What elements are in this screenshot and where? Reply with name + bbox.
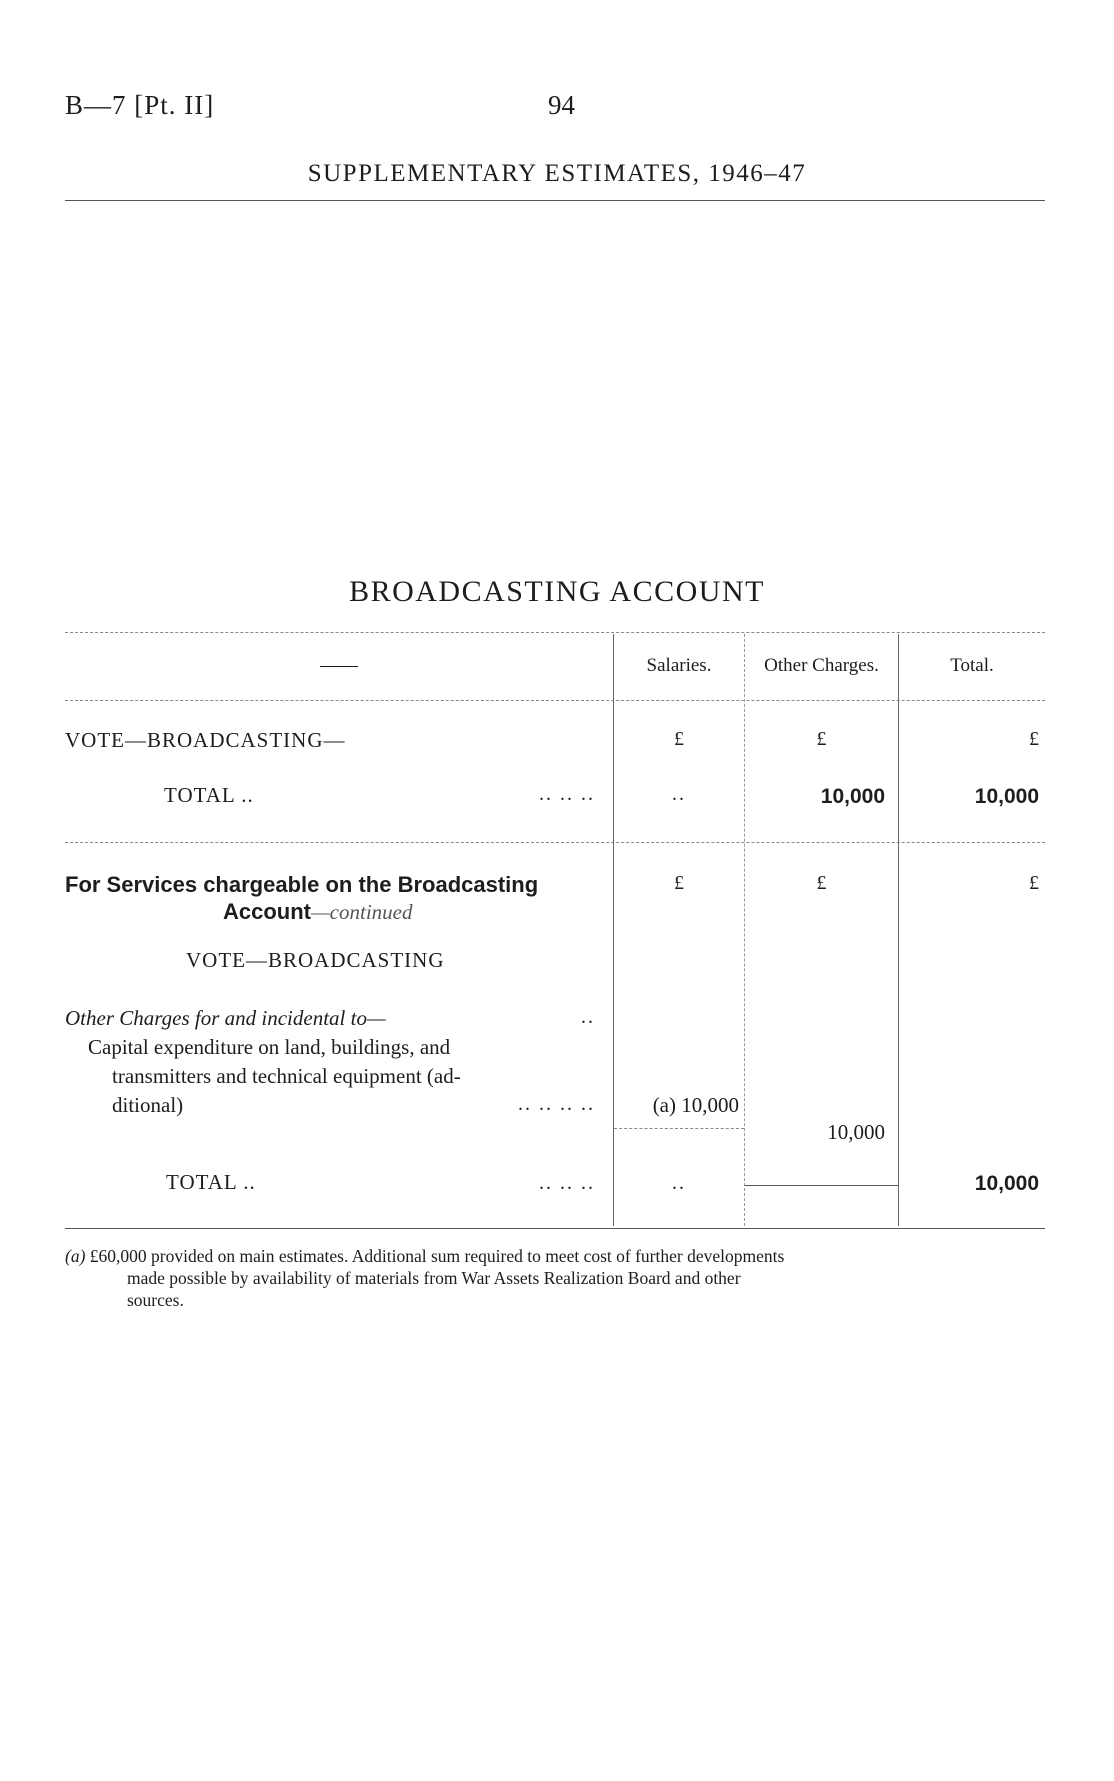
footnote-line2: made possible by availability of materials from War Assets Realization Board and other: [127, 1268, 741, 1288]
footnote-marker: (a): [65, 1246, 86, 1266]
section2-salaries-currency: £: [674, 872, 684, 894]
page-title: SUPPLEMENTARY ESTIMATES, 1946–47: [307, 160, 807, 187]
section2-heading-line1: For Services chargeable on the Broadcasting: [65, 872, 539, 897]
section2-heading-continued: —continued: [311, 900, 413, 924]
document-reference: B—7 [Pt. II]: [65, 90, 215, 120]
section1-salaries-value: ..: [672, 783, 686, 805]
section2-heading-account: Account: [223, 899, 311, 924]
section1-total-currency: £: [1029, 728, 1039, 750]
section2-item-line3: ditional): [112, 1093, 184, 1117]
section1-other-charges-currency: £: [816, 728, 827, 750]
section1-total-leaders: .. .. ..: [539, 783, 595, 805]
section1-total-label: TOTAL ..: [164, 783, 254, 807]
footnote-line3: sources.: [127, 1290, 184, 1310]
column-header-stub: ——: [320, 655, 358, 676]
column-divider-total: [898, 634, 899, 1226]
section2-item-line1: Capital expenditure on land, buildings, and: [88, 1035, 451, 1059]
section1-vote-label: VOTE—BROADCASTING—: [65, 728, 346, 752]
section2-total-leaders: .. .. ..: [539, 1172, 595, 1194]
section2-item-leaders: .. .. .. ..: [518, 1093, 595, 1115]
header-rule: [65, 200, 1045, 201]
column-header-other-charges: Other Charges.: [764, 655, 879, 676]
footnote-text-line1: £60,000 provided on main estimates. Additional sum required to meet cost of further developments: [89, 1246, 785, 1266]
section2-other-charges-rule: [745, 1185, 898, 1186]
section2-vote-label: VOTE—BROADCASTING: [186, 948, 445, 972]
footnote-line1: [65, 1245, 1045, 1267]
account-title: BROADCASTING ACCOUNT: [349, 575, 765, 608]
section2-other-charges-currency: £: [816, 872, 827, 894]
table-bottom-rule: [65, 1228, 1045, 1229]
section2-heading-line2: [223, 899, 412, 925]
section1-other-charges-value: 10,000: [820, 785, 885, 808]
section2-subhead-leaders: ..: [581, 1006, 595, 1028]
section1-total-value: 10,000: [974, 785, 1039, 808]
section2-salaries-value: ..: [672, 1172, 686, 1194]
footnote: [65, 1245, 1045, 1311]
column-header-total: Total.: [950, 655, 994, 676]
section2-total-currency: £: [1029, 872, 1039, 894]
column-divider-salaries: [613, 634, 614, 1226]
section2-item-salaries-amount: (a) 10,000: [652, 1093, 739, 1117]
page-number: 94: [548, 90, 575, 120]
section2-item-line2: transmitters and technical equipment (ad-: [112, 1064, 461, 1088]
section2-salaries-subtotal-rule: [614, 1128, 744, 1129]
section1-salaries-currency: £: [674, 728, 684, 750]
column-header-salaries: Salaries.: [646, 655, 712, 676]
section2-total-label: TOTAL ..: [166, 1170, 256, 1194]
section2-other-charges-subtotal: 10,000: [827, 1120, 885, 1144]
section2-subhead: Other Charges for and incidental to—: [65, 1006, 386, 1030]
table-top-rule: [65, 632, 1045, 633]
section2-total-value: 10,000: [974, 1172, 1039, 1195]
